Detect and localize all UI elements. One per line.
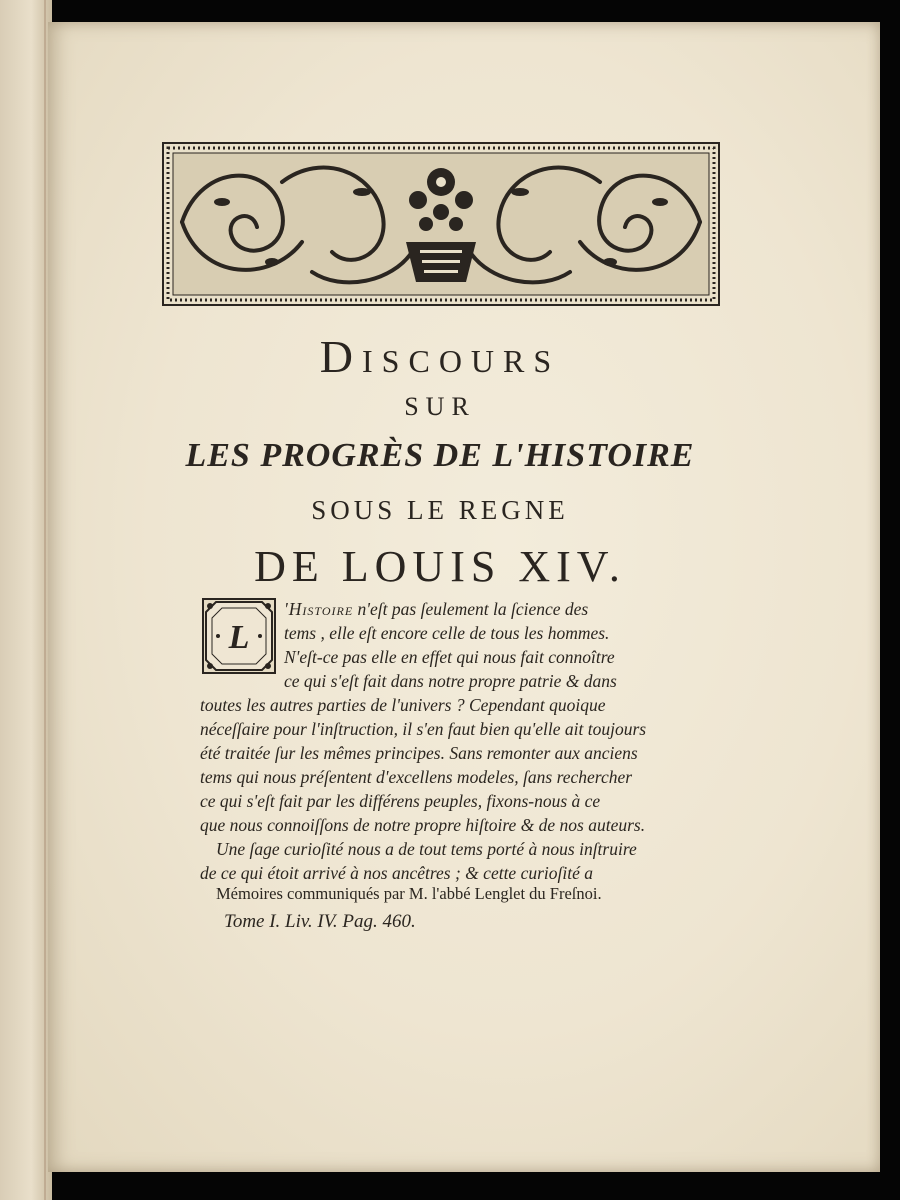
body-line-9: ce qui s'eſt fait par les différens peuples, fixons-nous à ce — [200, 791, 601, 811]
body-line-11: Une ſage curioſité nous a de tout tems porté à nous inſtruire — [216, 839, 637, 859]
body-line-1 — [284, 598, 680, 622]
decorated-initial — [202, 598, 276, 674]
body-line-5: toutes les autres parties de l'univers ? Cependant quoique — [200, 695, 606, 715]
page-edge-line — [44, 0, 46, 1200]
title-louis-xiv: DE LOUIS XIV. — [254, 542, 626, 591]
body-line-12: de ce qui étoit arrivé à nos ancêtres ; & cette curioſité a — [200, 863, 593, 883]
body-line-8: tems qui nous préſentent d'excellens modeles, ſans rechercher — [200, 767, 633, 787]
title-progres: LES PROGRÈS DE L'HISTOIRE — [185, 437, 695, 474]
footnote: Mémoires communiqués par M. l'abbé Lenglet du Freſnoi. — [216, 884, 602, 903]
initial-letter: L — [228, 619, 250, 656]
first-word: 'Histoire — [284, 599, 354, 619]
body-line-1-rest: n'eſt pas ſeulement la ſcience des — [353, 599, 589, 619]
volume-reference: Tome I. Liv. IV. Pag. 460. — [224, 911, 416, 932]
body-line-2: tems , elle eſt encore celle de tous les hommes. — [284, 623, 610, 643]
title-sous-le-regne: SOUS LE REGNE — [311, 495, 569, 525]
title-sur: SUR — [404, 392, 476, 421]
body-line-4: ce qui s'eſt fait dans notre propre patrie & dans — [284, 671, 617, 691]
body-line-3: N'eſt-ce pas elle en effet qui nous fait connoître — [284, 647, 615, 667]
ornamental-headpiece — [162, 142, 720, 306]
body-line-7: été traitée ſur les mêmes principes. Sans remonter aux anciens — [200, 743, 638, 763]
title-discours: Discours — [319, 331, 561, 382]
left-page-edge — [0, 0, 52, 1200]
body-line-6: néceſſaire pour l'inſtruction, il s'en faut bien qu'elle ait toujours — [200, 719, 647, 739]
body-line-10: que nous connoiſſons de notre propre hiſtoire & de nos auteurs. — [200, 815, 646, 835]
